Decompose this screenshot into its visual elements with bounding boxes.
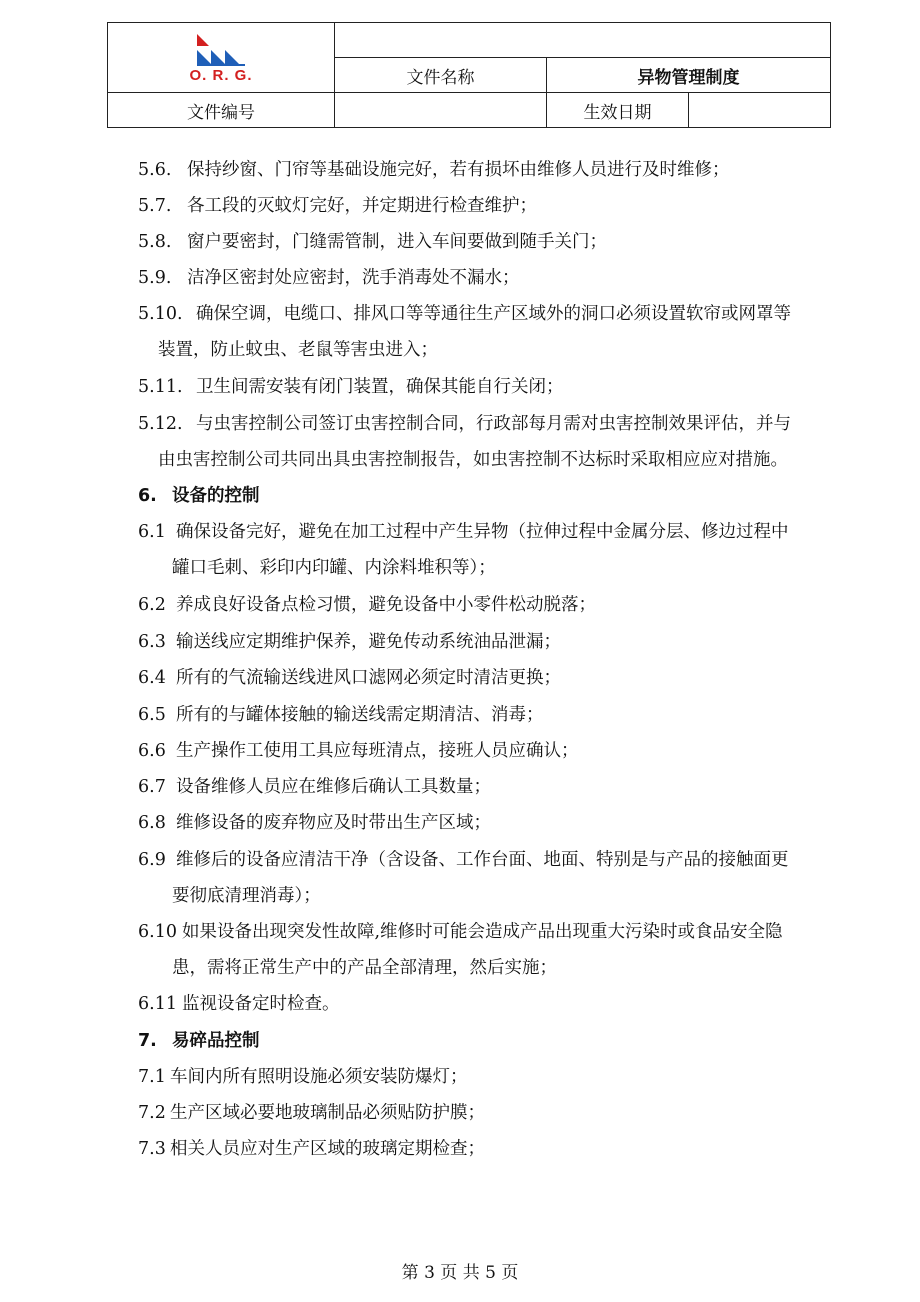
file-number-label: 文件编号 <box>108 93 335 128</box>
clause-5-11: 5.11. 卫生间需安装有闭门装置，确保其能自行关闭； <box>138 377 564 397</box>
section-7-heading: 7. 易碎品控制 <box>138 1031 260 1051</box>
clause-6-6: 6.6 生产操作工使用工具应每班清点，接班人员应确认； <box>138 741 579 761</box>
clause-6-9-cont: 要彻底清理消毒）； <box>172 886 321 906</box>
clause-6-10-cont: 患，需将正常生产中的产品全部清理，然后实施； <box>172 958 557 978</box>
company-logo <box>108 32 334 84</box>
clause-6-1: 6.1 确保设备完好，避免在加工过程中产生异物（拉伸过程中金属分层、修边过程中 <box>138 522 789 542</box>
clause-5-10: 5.10. 确保空调，电缆口、排风口等等通往生产区域外的洞口必须设置软帘或网罩等 <box>138 304 791 324</box>
logo-icon <box>195 32 247 66</box>
clause-6-11: 6.11 监视设备定时检查。 <box>138 994 340 1014</box>
clause-6-4: 6.4 所有的气流输送线进风口滤网必须定时清洁更换； <box>138 668 561 688</box>
logo-cell <box>108 23 335 93</box>
section-6-heading: 6. 设备的控制 <box>138 486 260 506</box>
effective-date-label: 生效日期 <box>547 93 689 128</box>
page-number: 第 3 页 共 5 页 <box>401 1263 519 1283</box>
document-header-table <box>107 22 831 128</box>
clause-5-6: 5.6. 保持纱窗、门帘等基础设施完好，若有损坏由维修人员进行及时维修； <box>138 160 730 180</box>
header-blank-cell <box>335 23 831 58</box>
clause-6-9: 6.9 维修后的设备应清洁干净（含设备、工作台面、地面、特别是与产品的接触面更 <box>138 850 789 870</box>
file-name-label: 文件名称 <box>335 58 547 93</box>
clause-5-8: 5.8. 窗户要密封，门缝需管制，进入车间要做到随手关门； <box>138 232 607 252</box>
clause-6-10: 6.10 如果设备出现突发性故障,维修时可能会造成产品出现重大污染时或食品安全隐 <box>138 922 783 942</box>
clause-5-10-cont: 装置，防止蚊虫、老鼠等害虫进入； <box>158 340 438 360</box>
effective-date-value <box>689 93 831 128</box>
clause-7-3: 7.3 相关人员应对生产区域的玻璃定期检查； <box>138 1139 485 1159</box>
clause-5-9: 5.9. 洁净区密封处应密封，洗手消毒处不漏水； <box>138 268 520 288</box>
clause-5-12: 5.12. 与虫害控制公司签订虫害控制合同，行政部每月需对虫害控制效果评估，并与 <box>138 414 791 434</box>
clause-6-7: 6.7 设备维修人员应在维修后确认工具数量； <box>138 777 491 797</box>
file-name-value: 异物管理制度 <box>547 58 831 93</box>
clause-5-12-cont: 由虫害控制公司共同出具虫害控制报告，如虫害控制不达标时采取相应应对措施。 <box>158 450 788 470</box>
file-number-value <box>335 93 547 128</box>
clause-6-1-cont: 罐口毛刺、彩印内印罐、内涂料堆积等）； <box>172 558 496 578</box>
clause-6-5: 6.5 所有的与罐体接触的输送线需定期清洁、消毒； <box>138 705 544 725</box>
clause-7-2: 7.2 生产区域必要地玻璃制品必须贴防护膜； <box>138 1103 485 1123</box>
clause-5-7: 5.7. 各工段的灭蚊灯完好，并定期进行检查维护； <box>138 196 537 216</box>
logo-text: O. R. G. <box>189 66 253 84</box>
clause-6-3: 6.3 输送线应定期维护保养，避免传动系统油品泄漏； <box>138 632 561 652</box>
clause-6-2: 6.2 养成良好设备点检习惯，避免设备中小零件松动脱落； <box>138 595 596 615</box>
clause-6-8: 6.8 维修设备的废弃物应及时带出生产区域； <box>138 813 491 833</box>
clause-7-1: 7.1 车间内所有照明设施必须安装防爆灯； <box>138 1067 468 1087</box>
